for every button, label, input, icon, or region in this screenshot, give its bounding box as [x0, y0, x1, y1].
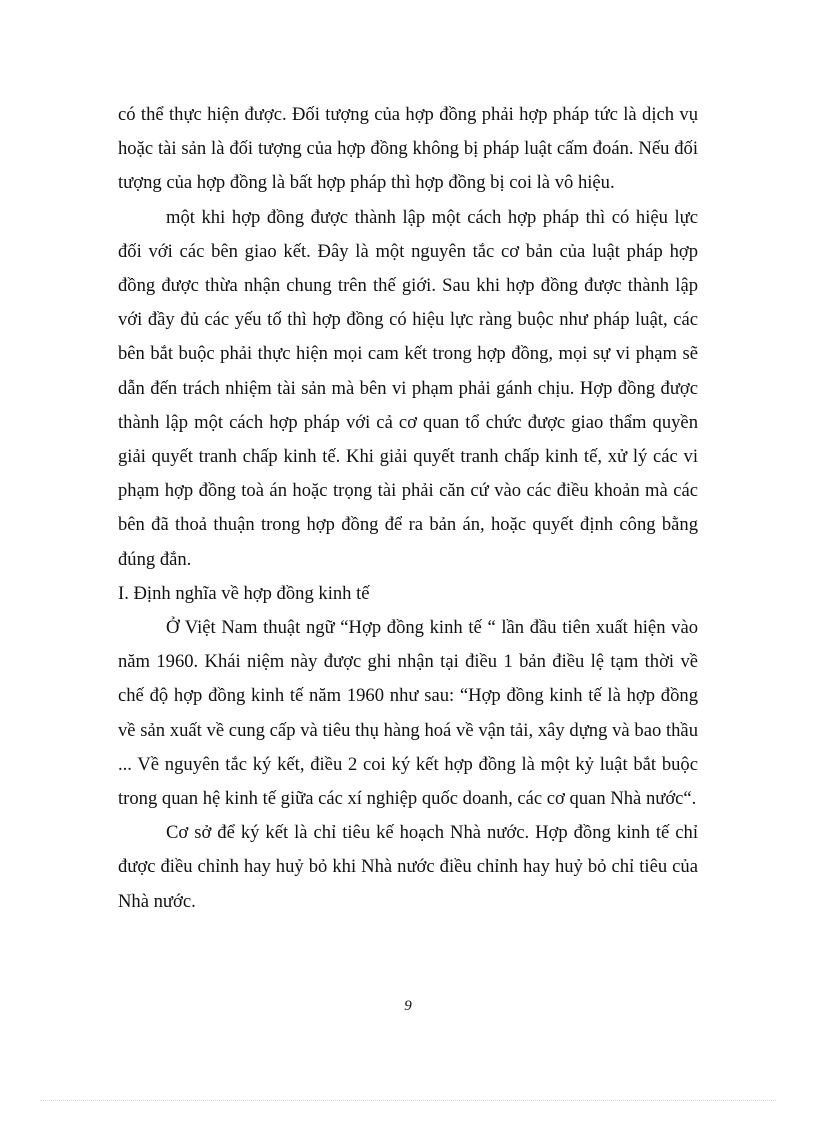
page-body	[118, 98, 698, 919]
paragraph-history-1960: Ở Việt Nam thuật ngữ “Hợp đồng kinh tế “ lần đầu tiên xuất hiện vào năm 1960. Khái niệm này được ghi nhận tại điều 1 bản điều lệ tạm thời về chế độ hợp đồng kinh tế năm 1960 như sau: “Hợp đồng kinh tế là hợp đồng về sản xuất về cung cấp và tiêu thụ hàng hoá về vận tải, xây dựng và bao thầu ... Về nguyên tắc ký kết, điều 2 coi ký kết hợp đồng là một kỷ luật bắt buộc trong quan hệ kinh tế giữa các xí nghiệp quốc doanh, các cơ quan Nhà nước“.	[118, 617, 698, 810]
paragraph-contract-object: có thể thực hiện được. Đối tượng của hợp đồng phải hợp pháp tức là dịch vụ hoặc tài sản là đối tượng của hợp đồng không bị pháp luật cấm đoán. Nếu đối tượng của hợp đồng là bất hợp pháp thì hợp đồng bị coi là vô hiệu.	[118, 104, 698, 194]
paragraph-contract-validity: một khi hợp đồng được thành lập một cách hợp pháp thì có hiệu lực đối với các bên giao kết. Đây là một nguyên tắc cơ bản của luật pháp hợp đồng được thừa nhận chung trên thế giới. Sau khi hợp đồng được thành lập với đầy đủ các yếu tố thì hợp đồng có hiệu lực ràng buộc như pháp luật, các bên bắt buộc phải thực hiện mọi cam kết trong hợp đồng, mọi sự vi phạm sẽ dẫn đến trách nhiệm tài sản mà bên vi phạm phải gánh chịu. Hợp đồng được thành lập một cách hợp pháp với cả cơ quan tổ chức được giao thẩm quyền giải quyết tranh chấp kinh tế. Khi giải quyết tranh chấp kinh tế, xử lý các vi phạm hợp đồng toà án hoặc trọng tài phải căn cứ vào các điều khoản mà các bên đã thoả thuận trong hợp đồng để ra bản án, hoặc quyết định công bằng đúng đắn.	[118, 206, 698, 570]
footer-divider	[40, 1100, 776, 1101]
section-heading: I. Định nghĩa về hợp đồng kinh tế	[118, 582, 370, 604]
page-number: 9	[404, 998, 412, 1014]
paragraph-planning-basis: Cơ sở để ký kết là chỉ tiêu kế hoạch Nhà nước. Hợp đồng kinh tế chỉ được điều chỉnh hay huỷ bỏ khi Nhà nước điều chỉnh hay huỷ bỏ chỉ tiêu của Nhà nước.	[118, 822, 698, 912]
